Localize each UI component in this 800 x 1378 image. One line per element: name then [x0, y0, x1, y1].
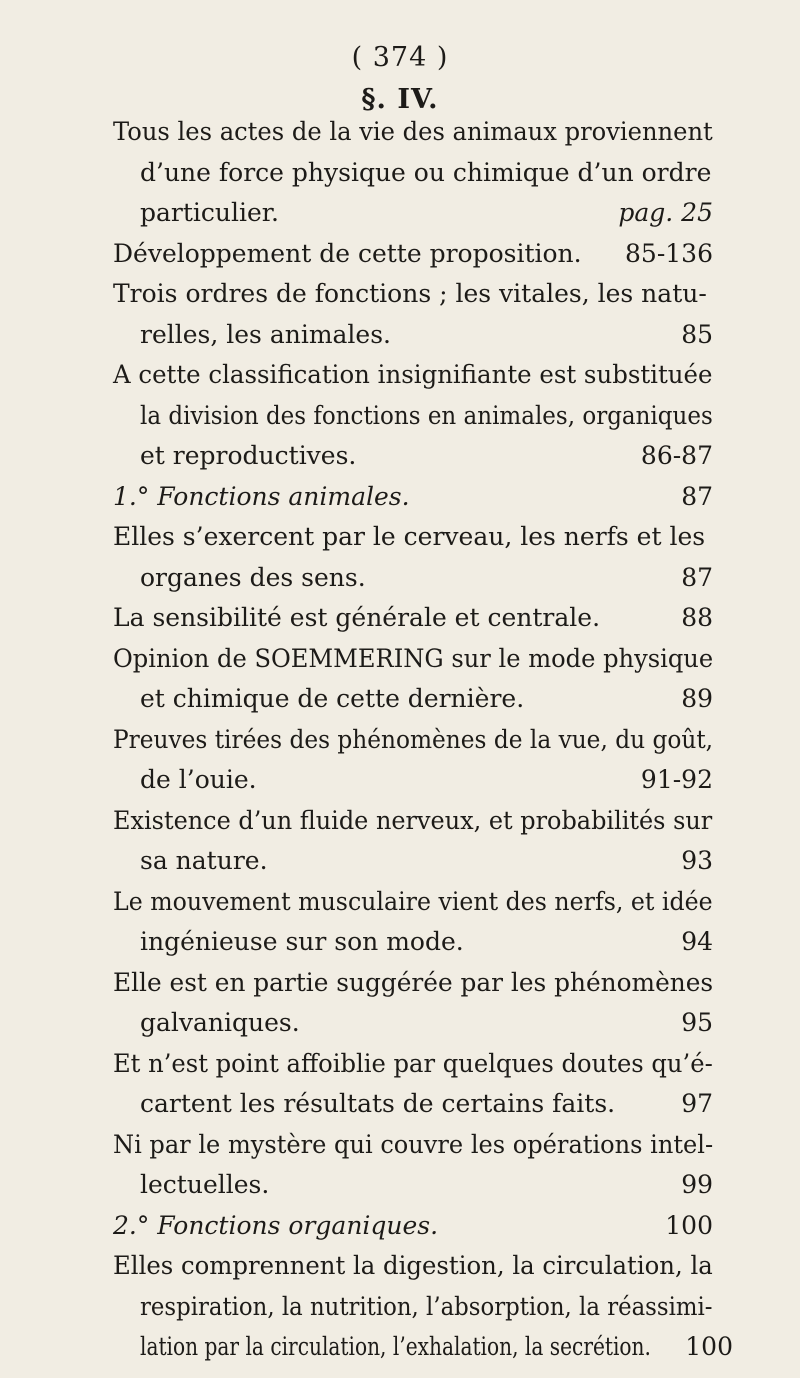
page-ref: 91-92 [640, 765, 713, 794]
page-ref: 100 [665, 1210, 713, 1240]
toc-line: 1.° Fonctions animales. 87 [113, 477, 713, 518]
page-ref: pag. 25 [618, 198, 713, 227]
toc-line: relles, les animales. 85 [113, 315, 713, 356]
toc-line: cartent les résultats de certains faits. 97 [113, 1084, 713, 1125]
section-heading: §. IV. [361, 84, 439, 115]
toc-line: Elle est en partie suggérée par les phénomènes [113, 967, 714, 997]
table-of-contents [113, 112, 733, 1368]
toc-line: et chimique de cette dernière. 89 [113, 679, 713, 720]
page-ref: 94 [681, 927, 713, 956]
toc-line: lectuelles. 99 [113, 1165, 713, 1206]
toc-line: de l’ouie. 91-92 [113, 760, 713, 801]
toc-line: respiration, la nutrition, l’absorption, la réassimi- [140, 1291, 713, 1321]
toc-line: Tous les actes de la vie des animaux proviennent [113, 117, 713, 146]
toc-line: Elles s’exercent par le cerveau, les nerfs et les [113, 522, 706, 551]
page-ref: 85 [681, 319, 713, 349]
page-ref: 87 [681, 481, 713, 511]
toc-line: galvaniques. 95 [113, 1003, 713, 1044]
toc-line: Elles comprennent la digestion, la circulation, la [113, 1251, 713, 1280]
toc-line: La sensibilité est générale et centrale. 88 [113, 598, 713, 639]
toc-line: A cette classification insignifiante est substituée [113, 360, 713, 389]
toc-line: particulier. pag. 25 [113, 193, 713, 234]
toc-line: et reproductives. 86-87 [113, 436, 713, 477]
toc-line: ingénieuse sur son mode. 94 [113, 922, 713, 963]
toc-line: Développement de cette proposition. 85-136 [113, 234, 713, 275]
page-ref: 97 [681, 1089, 713, 1118]
page-ref: 86-87 [640, 441, 713, 470]
toc-line: Preuves tirées des phénomènes de la vue, du goût, [113, 724, 714, 754]
toc-line: la division des fonctions en animales, organiques [140, 400, 713, 430]
toc-line: sa nature. 93 [113, 841, 713, 882]
page-ref: 100 [685, 1332, 733, 1361]
toc-line: 2.° Fonctions organiques. 100 [113, 1206, 713, 1247]
page-ref: 95 [681, 1008, 713, 1037]
page-ref: 89 [681, 684, 713, 713]
page-ref: 88 [681, 603, 713, 632]
page-ref: 93 [681, 846, 713, 875]
page-ref: 99 [681, 1170, 713, 1199]
toc-line: Et n’est point affoiblie par quelques doutes qu’é- [113, 1048, 713, 1078]
page-ref: 87 [681, 562, 713, 592]
toc-line: Existence d’un fluide nerveux, et probabilités sur [113, 805, 713, 835]
toc-line: d’une force physique ou chimique d’un ordre [140, 157, 712, 187]
toc-line: Trois ordres de fonctions ; les vitales, les natu- [113, 279, 707, 308]
toc-line: Ni par le mystère qui couvre les opérations intel- [113, 1129, 714, 1159]
page-ref: 85-136 [625, 238, 713, 268]
toc-line: Opinion de SOEMMERING sur le mode physique [113, 643, 714, 673]
toc-line: organes des sens. 87 [113, 558, 713, 599]
toc-line: lation par la circulation, l’exhalation, la secrétion. 100 [113, 1327, 713, 1368]
toc-line: Le mouvement musculaire vient des nerfs, et idée [113, 886, 713, 916]
page-number: ( 374 ) [351, 42, 449, 73]
